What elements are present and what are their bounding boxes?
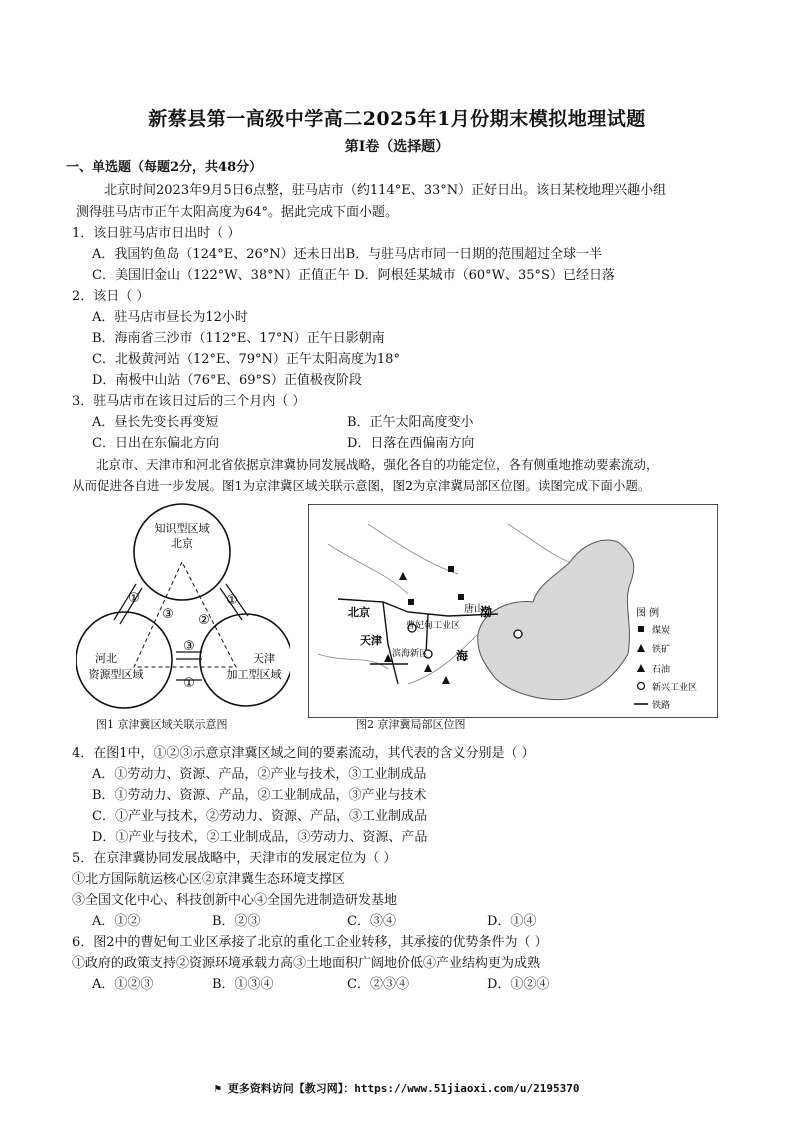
- question-5-option: D．①④: [487, 914, 537, 929]
- question-4-option: C．①产业与技术，②劳动力、资源、产品，③工业制成品: [92, 809, 427, 824]
- question-2-option: A．驻马店市昼长为12小时: [92, 310, 248, 325]
- beijing-label-line: 知识型区域: [154, 522, 210, 535]
- map-label-hai: 海: [456, 649, 469, 663]
- question-4-option: A．①劳动力、资源、产品，②产业与技术，③工业制成品: [92, 767, 427, 782]
- flag-icon: ⚑: [214, 1082, 228, 1095]
- intro-paragraph-line: 从而促进各自进一步发展。图1为京津冀区域关联示意图，图2为京津冀局部区位图。读图完成下面小题。: [72, 478, 651, 493]
- question-5-stem: 5．在京津冀协同发展战略中，天津市的发展定位为（ ）: [72, 851, 397, 866]
- question-2-option: C．北极黄河站（12°E、79°N）正午太阳高度为18°: [92, 352, 400, 367]
- question-6-option: A．①②③: [92, 977, 154, 992]
- intro-paragraph-line: 北京时间2023年9月5日6点整，驻马店市（约114°E、33°N）正好日出。该日某校地理兴趣小组: [104, 183, 667, 198]
- hebei-label-line: 河北: [95, 652, 117, 665]
- beijing-circle: [134, 504, 230, 600]
- question-3-option: C．日出在东偏北方向: [92, 436, 219, 451]
- question-4-option: D．①产业与技术，②工业制成品，③劳动力、资源、产品: [92, 830, 428, 845]
- figure-2-caption: 图2 京津冀局部区位图: [356, 718, 466, 731]
- question-3-option: B．正午太阳高度变小: [347, 415, 474, 430]
- question-4-stem: 4．在图1中，①②③示意京津冀区域之间的要素流动，其代表的含义分别是（ ）: [72, 746, 535, 761]
- footer-link[interactable]: [0, 1080, 794, 1096]
- question-5-item: ③全国文化中心、科技创新中心④全国先进制造研发基地: [72, 893, 398, 908]
- question-4-option: B．①劳动力、资源、产品，②工业制成品，③产业与技术: [92, 788, 427, 803]
- tianjin-label-line: 加工型区域: [226, 668, 282, 681]
- legend-iron: 铁矿: [652, 645, 671, 655]
- map-label-caofeidian: 曹妃甸工业区: [406, 621, 461, 631]
- legend-industrial-zone: 新兴工业区: [652, 683, 698, 693]
- question-6-option: C．②③④: [347, 977, 409, 992]
- section-heading: 一、单选题（每题2分，共48分）: [66, 160, 263, 175]
- intro-paragraph-line: 北京市、天津市和河北省依据京津冀协同发展战略，强化各自的功能定位，各有侧重地推动要素流动，: [96, 457, 659, 472]
- question-6-option: B．①③④: [212, 977, 274, 992]
- question-3-option: D．日落在西偏南方向: [347, 436, 475, 451]
- figures-area: [76, 502, 722, 742]
- question-2-stem: 2．该日（ ）: [72, 289, 150, 304]
- question-1-option: C．美国旧金山（122°W、38°N）正值正午 D．阿根廷某城市（60°W、35°S）已经日落: [92, 268, 615, 283]
- legend-coal: 煤炭: [652, 626, 671, 636]
- page-subtitle: 第Ⅰ卷（选择题）: [344, 139, 450, 155]
- question-2-option: D．南极中山站（76°E、69°S）正值极夜阶段: [92, 373, 362, 388]
- map-label-beijing: 北京: [348, 606, 370, 619]
- question-6-stem: 6．图2中的曹妃甸工业区承接了北京的重化工企业转移，其承接的优势条件为（ ）: [72, 935, 548, 950]
- figure-1-diagram: [76, 502, 290, 718]
- question-6-item: ①政府的政策支持②资源环境承载力高③土地面积广阔地价低④产业结构更为成熟: [72, 956, 541, 971]
- question-5-option: C．③④: [347, 914, 396, 929]
- flow-label: ③: [183, 639, 195, 654]
- question-3-stem: 3．驻马店市在该日过后的三个月内（ ）: [72, 394, 306, 409]
- question-5-option: B．②③: [212, 914, 261, 929]
- tianjin-label-line: 天津: [253, 652, 275, 665]
- page-title: 新蔡县第一高级中学高二2025年1月份期末模拟地理试题: [148, 108, 646, 130]
- footer-text: 更多资料访问【教习网】：https://www.51jiaoxi.com/u/2195370: [227, 1082, 580, 1095]
- question-5-option: A．①②: [92, 914, 141, 929]
- figure-1-caption: 图1 京津冀区域关联示意图: [96, 718, 228, 731]
- figure-2-map: [308, 504, 718, 718]
- question-1-option: A．我国钓鱼岛（124°E、26°N）还未日出B．与驻马店市同一日期的范围超过全球一半: [92, 247, 603, 262]
- map-label-bo: 渤: [480, 605, 493, 619]
- legend-title: 图 例: [636, 608, 660, 619]
- question-3-option: A．昼长先变长再变短: [92, 415, 219, 430]
- flow-label: ①: [183, 676, 195, 691]
- legend-oil: 石油: [652, 665, 671, 675]
- flow-label: ③: [162, 607, 174, 622]
- flow-label: ②: [198, 613, 210, 628]
- flow-label: ①: [226, 593, 238, 608]
- beijing-label-line: 北京: [171, 537, 193, 550]
- map-label-tianjin: 天津: [360, 634, 382, 647]
- map-label-tangshan: 唐山: [464, 604, 484, 615]
- question-1-stem: 1．该日驻马店市日出时（ ）: [72, 226, 241, 241]
- intro-paragraph-line: 测得驻马店市正午太阳高度为64°。据此完成下面小题。: [76, 205, 399, 220]
- map-label-binhai: 滨海新区: [392, 649, 429, 659]
- question-5-item: ①北方国际航运核心区②京津冀生态环境支撑区: [72, 872, 346, 887]
- tianjin-circle: [200, 614, 290, 706]
- question-6-option: D．①②④: [487, 977, 550, 992]
- hebei-label-line: 资源型区域: [88, 668, 144, 681]
- flow-label: ①: [128, 591, 140, 606]
- hebei-circle: [76, 612, 172, 708]
- legend-railway: 铁路: [652, 701, 671, 711]
- question-2-option: B．海南省三沙市（112°E、17°N）正午日影朝南: [92, 331, 385, 346]
